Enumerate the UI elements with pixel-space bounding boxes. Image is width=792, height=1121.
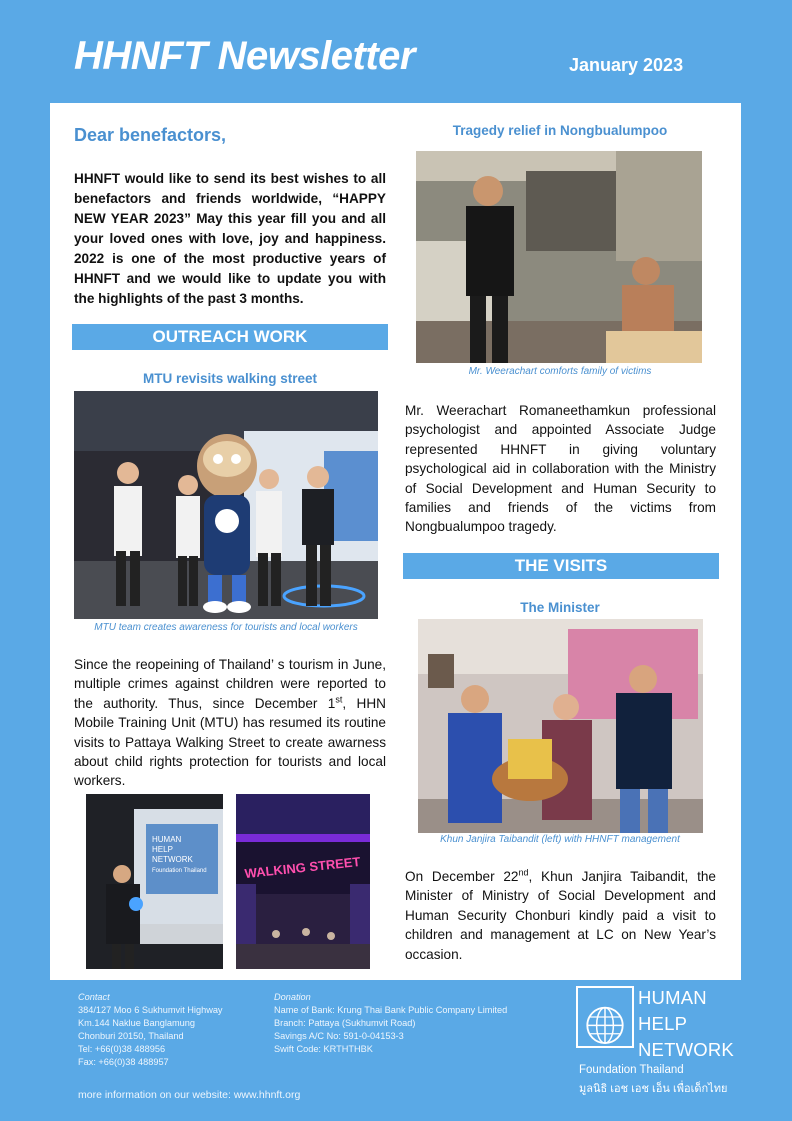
footer-donation — [274, 991, 554, 1056]
footer-contact-line: Tel: +66(0)38 488956 — [78, 1044, 166, 1054]
photo-tragedy-relief — [416, 151, 702, 363]
logo-line-network: NETWORK — [638, 1039, 734, 1060]
issue-date: January 2023 — [569, 55, 684, 75]
intro-paragraph: HHNFT would like to send its best wishes to all benefactors and friends worldwide, “HAPPY NEW YEAR 2023” May this year fill you and all your loved ones with love, joy and happiness. 2022 is one of the most productive years of HHNFT and we would like to update you with the highlights of the past 3 months. — [74, 171, 386, 306]
logo-line-help: HELP — [638, 1013, 688, 1034]
footer-website-link[interactable]: more information on our website: www.hhnft.org — [78, 1089, 301, 1101]
footer-donation-line: Name of Bank: Krung Thai Bank Public Company Limited — [274, 1005, 508, 1015]
footer-contact-line: 384/127 Moo 6 Sukhumvit Highway — [78, 1005, 223, 1015]
footer-contact — [78, 991, 258, 1069]
footer-donation-title: Donation — [274, 992, 311, 1002]
paragraph-tragedy-relief: Mr. Weerachart Romaneethamkun professional psychologist and appointed Associate Judge represented HHNFT in giving voluntary psychological aid in collaboration with the Ministry of Social Development and Human Security to families and friends of the victims from Nongbualumpoo tragedy. — [405, 403, 716, 535]
paragraph-mtu: Since the reopeining of Thailand’ s tourism in June, multiple crimes against children were reported to the authority. Thus, since December 1st, HHN Mobile Training Unit (MTU) has resumed its routine visits to Pattaya Walking Street to create awarness about child rights protection for tourists and local workers. — [74, 657, 386, 789]
subhead-tragedy-relief: Tragedy relief in Nongbualumpoo — [452, 123, 668, 138]
footer-donation-line: Branch: Pattaya (Sukhumvit Road) — [274, 1018, 416, 1028]
van-text-line4: Foundation Thailand — [152, 868, 207, 874]
section-title-visits: THE VISITS — [403, 553, 719, 579]
photo-minister-visit — [418, 619, 703, 833]
photo-mtu-team — [74, 391, 378, 619]
greeting-heading: Dear benefactors, — [74, 125, 227, 145]
street-sign-text: WALKING STREET — [243, 853, 362, 882]
footer-contact-line: Chonburi 20150, Thailand — [78, 1031, 184, 1041]
globe-logo-icon — [576, 986, 634, 1048]
caption-minister-visit: Khun Janjira Taibandit (left) with HHNFT management — [440, 834, 680, 845]
subhead-mtu-walking-street: MTU revisits walking street — [142, 371, 318, 386]
subhead-the-minister: The Minister — [520, 600, 600, 615]
van-text-line3: NETWORK — [152, 855, 193, 864]
van-text-line2: HELP — [152, 845, 173, 854]
logo-subtitle: Foundation Thailand — [579, 1064, 684, 1076]
section-title-outreach: OUTREACH WORK — [72, 324, 388, 350]
footer-contact-title: Contact — [78, 992, 110, 1002]
photo-mtu-speaker — [86, 794, 223, 969]
logo-line-human: HUMAN — [638, 987, 707, 1008]
footer-donation-line: Savings A/C No: 591-0-04153-3 — [274, 1031, 404, 1041]
footer-contact-line: Km.144 Naklue Banglamung — [78, 1018, 195, 1028]
paragraph-minister-visit: On December 22nd, Khun Janjira Taibandit, the Minister of Ministry of Social Development and Human Security Chonburi kindly paid a visit to children and management at LC on New Year’s occasion. — [405, 867, 716, 962]
caption-mtu-team: MTU team creates awareness for tourists and local workers — [94, 622, 358, 633]
van-text-line1: HUMAN — [152, 835, 182, 844]
caption-tragedy-relief: Mr. Weerachart comforts family of victims — [468, 366, 652, 377]
footer-contact-line: Fax: +66(0)38 488957 — [78, 1057, 169, 1067]
logo-wordmark — [638, 985, 734, 1063]
footer-donation-line: Swift Code: KRTHTHBK — [274, 1044, 373, 1054]
photo-walking-street — [236, 794, 370, 969]
logo-thai-name: มูลนิธิ เอช เอช เอ็น เพื่อเด็กไทย — [579, 1083, 728, 1095]
newsletter-title: HHNFT Newsletter — [74, 34, 415, 78]
